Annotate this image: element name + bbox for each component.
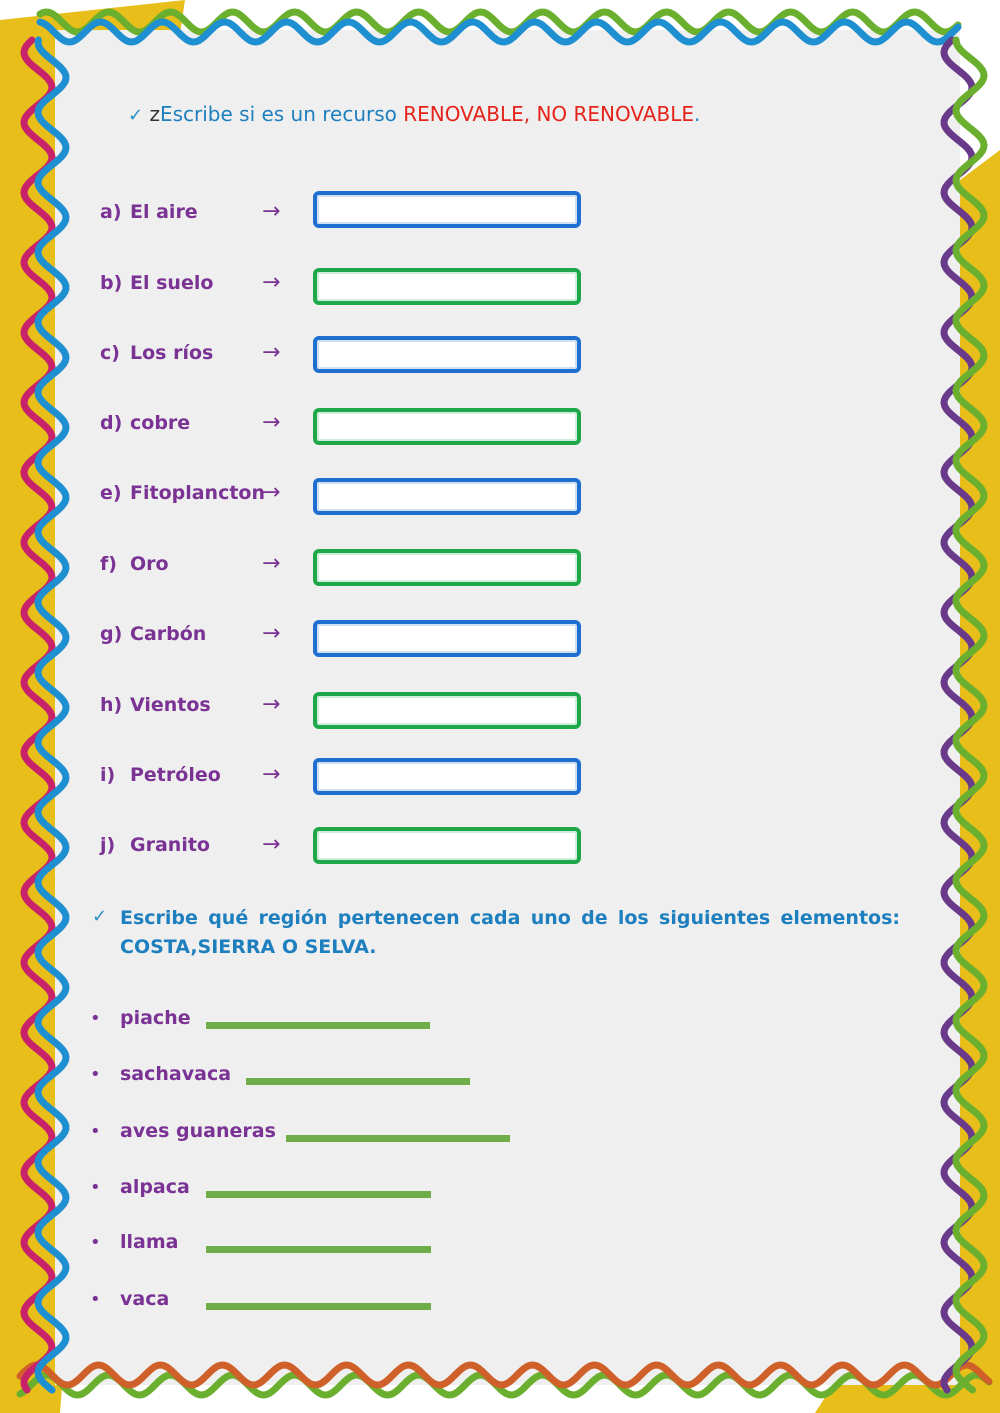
- check-mark-icon: ✓: [128, 105, 144, 126]
- answer-input[interactable]: [317, 482, 577, 511]
- item-letter: j): [100, 834, 116, 856]
- element-label: piache: [120, 1007, 191, 1029]
- resource-label: [100, 764, 221, 786]
- arrow-right-icon: →: [262, 551, 281, 576]
- answer-input[interactable]: [317, 272, 577, 301]
- answer-box[interactable]: [313, 549, 581, 586]
- answer-box[interactable]: [313, 478, 581, 515]
- section1-instruction: [128, 102, 700, 126]
- answer-input[interactable]: [317, 412, 577, 441]
- instruction-prefix: z: [149, 102, 160, 126]
- resource-label: [100, 272, 213, 294]
- answer-input[interactable]: [317, 831, 577, 860]
- answer-input[interactable]: [317, 762, 577, 791]
- arrow-right-icon: →: [262, 410, 281, 435]
- answer-input[interactable]: [317, 696, 577, 725]
- resource-label: [100, 412, 190, 434]
- bullet-icon: •: [90, 1121, 101, 1142]
- arrow-right-icon: →: [262, 762, 281, 787]
- item-text: Oro: [130, 553, 169, 575]
- answer-box[interactable]: [313, 620, 581, 657]
- answer-box[interactable]: [313, 408, 581, 445]
- item-letter: a): [100, 201, 122, 223]
- answer-line[interactable]: [206, 1246, 431, 1253]
- element-label: vaca: [120, 1288, 170, 1310]
- answer-input[interactable]: [317, 553, 577, 582]
- resource-label: [100, 834, 210, 856]
- item-letter: e): [100, 482, 122, 504]
- instruction-text: Escribe si es un recurso: [159, 102, 404, 126]
- bullet-icon: •: [90, 1008, 101, 1029]
- resource-label: [100, 623, 206, 645]
- instruction-highlight: RENOVABLE, NO RENOVABLE: [403, 102, 694, 126]
- bullet-icon: •: [90, 1064, 101, 1085]
- section2-instruction-line2: COSTA,SIERRA O SELVA.: [120, 936, 377, 958]
- item-text: El suelo: [130, 272, 214, 294]
- bullet-icon: •: [90, 1289, 101, 1310]
- item-text: Petróleo: [130, 764, 221, 786]
- answer-line[interactable]: [286, 1135, 510, 1142]
- bullet-icon: •: [90, 1177, 101, 1198]
- bullet-icon: •: [90, 1232, 101, 1253]
- element-label: aves guaneras: [120, 1120, 276, 1142]
- check-mark-icon: ✓: [92, 906, 108, 927]
- item-text: Vientos: [130, 694, 211, 716]
- answer-box[interactable]: [313, 692, 581, 729]
- answer-box[interactable]: [313, 827, 581, 864]
- item-text: Los ríos: [130, 342, 214, 364]
- answer-box[interactable]: [313, 758, 581, 795]
- answer-input[interactable]: [317, 624, 577, 653]
- resource-label: [100, 201, 198, 223]
- arrow-right-icon: →: [262, 270, 281, 295]
- item-letter: h): [100, 694, 123, 716]
- answer-line[interactable]: [206, 1022, 430, 1029]
- item-letter: f): [100, 553, 117, 575]
- answer-input[interactable]: [317, 340, 577, 369]
- answer-box[interactable]: [313, 336, 581, 373]
- resource-label: [100, 694, 211, 716]
- item-text: cobre: [130, 412, 191, 434]
- answer-line[interactable]: [206, 1191, 431, 1198]
- item-letter: i): [100, 764, 116, 786]
- item-text: Fitoplancton: [130, 482, 266, 504]
- element-label: alpaca: [120, 1176, 190, 1198]
- resource-label: [100, 482, 265, 504]
- answer-input[interactable]: [317, 195, 577, 224]
- arrow-right-icon: →: [262, 832, 281, 857]
- arrow-right-icon: →: [262, 340, 281, 365]
- item-text: Carbón: [130, 623, 207, 645]
- resource-label: [100, 553, 169, 575]
- item-letter: b): [100, 272, 123, 294]
- arrow-right-icon: →: [262, 621, 281, 646]
- answer-box[interactable]: [313, 268, 581, 305]
- answer-line[interactable]: [206, 1303, 431, 1310]
- instruction-end: .: [693, 102, 701, 126]
- item-letter: d): [100, 412, 123, 434]
- item-text: Granito: [130, 834, 210, 856]
- arrow-right-icon: →: [262, 480, 281, 505]
- item-text: El aire: [130, 201, 198, 223]
- element-label: sachavaca: [120, 1063, 232, 1085]
- arrow-right-icon: →: [262, 199, 281, 224]
- item-letter: g): [100, 623, 123, 645]
- element-label: llama: [120, 1231, 179, 1253]
- resource-label: [100, 342, 213, 364]
- arrow-right-icon: →: [262, 692, 281, 717]
- section2-instruction-line1: Escribe qué región pertenecen cada uno de los siguientes elementos:: [120, 907, 900, 929]
- item-letter: c): [100, 342, 120, 364]
- answer-box[interactable]: [313, 191, 581, 228]
- answer-line[interactable]: [246, 1078, 470, 1085]
